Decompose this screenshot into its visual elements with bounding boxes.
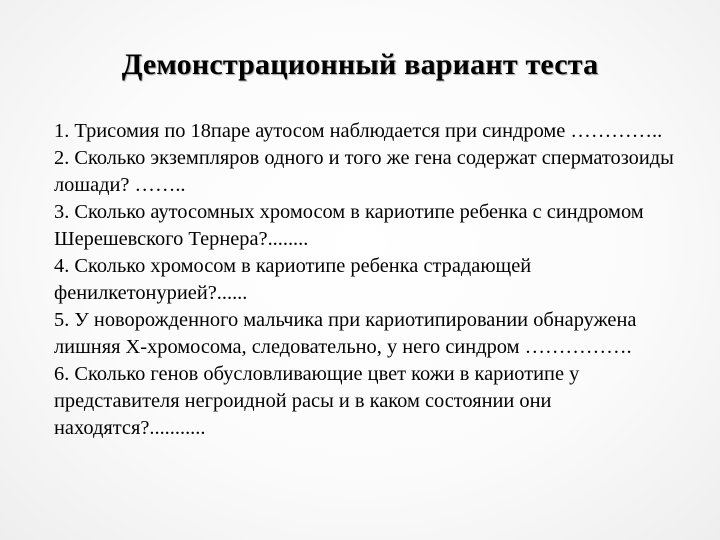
question-item: 3. Сколько аутосомных хромосом в кариотипе ребенка с синдромом Шерешевского Тернера?........: [54, 201, 644, 250]
question-item: 1. Трисомия по 18паре аутосом наблюдается при синдроме …………..: [54, 120, 663, 142]
question-list: [54, 118, 694, 442]
question-item: 4. Сколько хромосом в кариотипе ребенка страдающей фенилкетонурией?......: [54, 255, 532, 304]
slide-title: Демонстрационный вариант теста: [121, 48, 599, 81]
question-item: 5. У новорожденного мальчика при кариотипировании обнаружена лишняя Х-хромосома, следовательно, у него синдром …………….: [54, 309, 637, 358]
question-item: 6. Сколько генов обусловливающие цвет кожи в кариотипе у представителя негроидной расы и в каком состоянии они находятся?...........: [54, 363, 580, 439]
question-item: 2. Сколько экземпляров одного и того же гена содержат сперматозоиды лошади? ……..: [54, 147, 674, 196]
